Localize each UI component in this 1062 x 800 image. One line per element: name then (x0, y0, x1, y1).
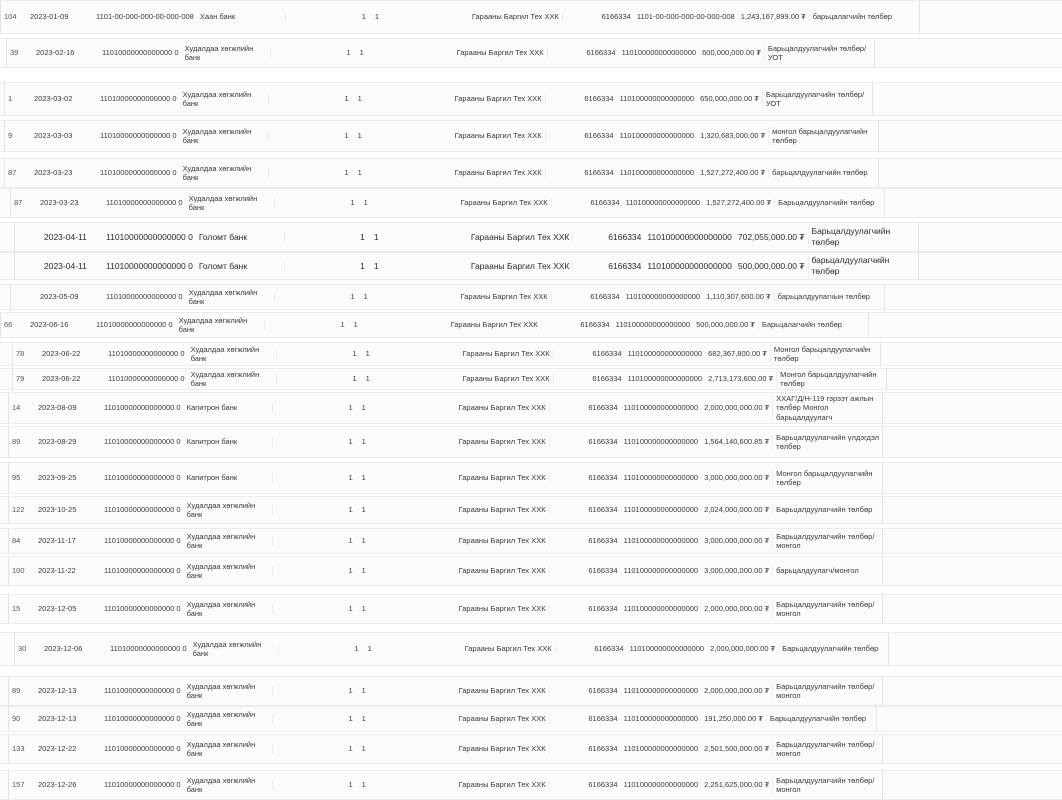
cell-desc: Монгол барьцалдуулагчийн төлбөр (772, 469, 882, 488)
cell-bank: Худалдаа хөгжлийн банк (188, 287, 258, 306)
cell-amount: 500,000,000.00 ₮ (696, 320, 755, 330)
cell-amount: 1,564,140,600.85 ₮ (704, 437, 770, 447)
cell-n2: 1 (365, 374, 370, 384)
cell-desc: барьцалдуулагчийн төлбөр (768, 168, 878, 177)
cell-date: 2023-05-09 (40, 292, 79, 302)
cell-amount: 3,000,000,000.00 ₮ (704, 536, 770, 546)
cell-account: 11010000000000000 0 (104, 780, 181, 790)
cell-account: 11010000000000000 0 (96, 320, 173, 330)
cell-account: 11010000000000000 0 (104, 566, 181, 576)
cell-date: 2023-12-13 (38, 686, 77, 696)
cell-idx: 9 (8, 131, 13, 141)
cell-desc: Барьцалдуулагчийн төлбөр/ монгол (772, 532, 882, 551)
cell-date: 2023-12-22 (38, 744, 77, 754)
table-row (0, 556, 1062, 586)
cell-idx: 87 (14, 198, 23, 208)
cell-account: 11010000000000000 0 (104, 473, 181, 483)
cell-account2: 110100000000000000 (615, 320, 691, 330)
cell-n2: 1 (361, 505, 366, 515)
cell-desc: Барьцалдуулагчийн үлдэгдэл төлбөр (772, 433, 882, 452)
table-row (0, 82, 1062, 116)
cell-account: 11010000000000000 0 (106, 231, 193, 242)
cell-reg: 6166334 (553, 374, 625, 383)
cell-account: 11010000000000000 0 (104, 505, 181, 515)
cell-n2: 1 (361, 473, 366, 483)
table-row (0, 528, 1062, 554)
cell-company: Гарааны Баргил Тех ХХК (454, 168, 542, 178)
cell-bank: Худалдаа хөгжлийн банк (186, 681, 256, 700)
cell-desc: Барьцалдуулагчийн төлбөр (774, 198, 884, 207)
cell-account: 11010000000000000 0 (110, 644, 187, 654)
cell-reg: 6166334 (562, 12, 634, 21)
cell-date: 2023-04-11 (44, 260, 87, 271)
cell-amount: 600,000,000.00 ₮ (702, 48, 761, 58)
cell-account2: 110100000000000000 (619, 168, 695, 178)
cell-amount: 2,251,625,000.00 ₮ (704, 780, 770, 790)
cell-date: 2023-06-16 (30, 320, 69, 330)
cell-reg: 6166334 (572, 261, 644, 272)
cell-bank: Худалдаа хөгжлийн банк (192, 639, 262, 658)
cell-account2: 110100000000000000 (625, 292, 701, 302)
cell-reg: 6166334 (555, 644, 627, 653)
cell-date: 2023-06-22 (42, 349, 81, 359)
cell-company: Гарааны Баргил Тех ХХК (460, 198, 548, 208)
cell-n2: 1 (373, 260, 379, 271)
table-row (0, 368, 1062, 390)
cell-n1: 1 (270, 48, 354, 57)
cell-account: 11010000000000000 0 (106, 292, 183, 302)
cell-reg: 6166334 (549, 536, 621, 545)
cell-n1: 1 (272, 566, 356, 575)
cell-account2: 1101-00-000-000-00-000-008 (636, 12, 735, 22)
cell-reg: 6166334 (572, 232, 644, 243)
cell-bank: Худалдаа хөгжлийн банк (186, 500, 256, 519)
table-row (0, 392, 1062, 424)
cell-company: Гарааны Баргил Тех ХХК (464, 644, 552, 654)
cell-account: 11010000000000000 0 (108, 349, 185, 359)
cell-n1: 1 (272, 505, 356, 514)
cell-company: Гарааны Баргил Тех ХХК (458, 566, 546, 576)
cell-bank: Худалдаа хөгжлийн банк (178, 315, 248, 334)
cell-bank: Капитрон банк (186, 437, 238, 447)
table-row (0, 632, 1062, 666)
cell-account2: 110100000000000000 (621, 48, 697, 58)
cell-n1: 1 (274, 292, 358, 301)
cell-idx: 78 (16, 349, 25, 359)
cell-desc: Монгол барьцалдуулагчийн төлбөр (776, 370, 886, 389)
cell-n1: 1 (268, 131, 352, 140)
cell-reg: 6166334 (549, 505, 621, 514)
cell-n1: 1 (268, 94, 352, 103)
cell-company: Гарааны Баргил Тех ХХК (458, 437, 546, 447)
cell-desc: Барьцалдуулагчийн төлбөр (778, 644, 888, 653)
cell-date: 2023-11-17 (38, 536, 76, 546)
cell-n1: 1 (274, 198, 358, 207)
cell-account2: 110100000000000000 (623, 686, 699, 696)
cell-n2: 1 (361, 744, 366, 754)
cell-reg: 6166334 (545, 131, 617, 140)
cell-n2: 1 (363, 292, 368, 302)
cell-desc: Барьцалдуулагчийн төлбөр/ монгол (772, 600, 882, 619)
cell-amount: 1,527,272,400.00 ₮ (700, 168, 766, 178)
cell-amount: 1,320,683,000.00 ₮ (700, 131, 766, 141)
cell-account: 11010000000000000 0 (104, 403, 181, 413)
cell-reg: 6166334 (541, 320, 613, 329)
cell-bank: Худалдаа хөгжлийн банк (190, 344, 260, 363)
cell-idx: 39 (10, 48, 19, 58)
cell-date: 2023-12-13 (38, 714, 77, 724)
cell-desc: Барьцалдуулагчийн төлбөр/ монгол (772, 740, 882, 759)
table-row (0, 734, 1062, 764)
cell-n1: 1 (272, 604, 356, 613)
cell-account2: 110100000000000000 (623, 403, 699, 413)
cell-account: 11010000000000000 0 (102, 48, 179, 58)
cell-bank: Худалдаа хөгжлийн банк (182, 163, 252, 182)
cell-n2: 1 (359, 48, 364, 58)
cell-amount: 650,000,000.00 ₮ (700, 94, 759, 104)
cell-idx: 157 (12, 780, 25, 790)
cell-reg: 6166334 (545, 168, 617, 177)
cell-company: Гарааны Баргил Тех ХХК (450, 320, 538, 330)
table-row (0, 496, 1062, 524)
cell-n2: 1 (357, 131, 362, 141)
table-row (0, 462, 1062, 494)
cell-reg: 6166334 (549, 780, 621, 789)
cell-n2: 1 (361, 686, 366, 696)
cell-bank: Худалдаа хөгжлийн банк (186, 739, 256, 758)
cell-reg: 6166334 (549, 566, 621, 575)
cell-account2: 110100000000000000 (625, 198, 701, 208)
cell-account2: 110100000000000000 (619, 94, 695, 104)
cell-bank: Худалдаа хөгжлийн банк (182, 126, 252, 145)
cell-idx: 1 (8, 94, 13, 104)
cell-account2: 110100000000000000 (619, 131, 695, 141)
cell-reg: 6166334 (549, 403, 621, 412)
cell-amount: 702,055,000.00 ₮ (737, 231, 805, 242)
cell-date: 2023-02-16 (36, 48, 75, 58)
cell-account2: 110100000000000000 (623, 780, 699, 790)
cell-company: Гарааны Баргил Тех ХХК (454, 131, 542, 141)
cell-desc: барьцалдуулагч/монгол (772, 566, 882, 575)
cell-n2: 1 (365, 349, 370, 359)
cell-n1: 1 (272, 744, 356, 753)
cell-n1: 1 (264, 320, 348, 329)
cell-n1: 1 (272, 403, 356, 412)
cell-company: Гарааны Баргил Тех ХХК (458, 780, 546, 790)
cell-account: 11010000000000000 0 (104, 686, 181, 696)
cell-desc: барьцалдуулагчын төлбөр (774, 292, 884, 301)
cell-n1: 1 (278, 644, 362, 653)
cell-n2: 1 (361, 604, 366, 614)
cell-amount: 2,713,173,600.00 ₮ (708, 374, 774, 384)
cell-idx: 90 (12, 714, 21, 724)
cell-n2: 1 (374, 12, 380, 22)
cell-bank: Худалдаа хөгжлийн банк (186, 709, 256, 728)
cell-bank: Худалдаа хөгжлийн банк (186, 561, 256, 580)
cell-n1: 1 (272, 473, 356, 482)
cell-company: Гарааны Баргил Тех ХХК (458, 505, 546, 515)
cell-idx: 30 (18, 644, 27, 654)
cell-n2: 1 (353, 320, 358, 330)
cell-idx: 133 (12, 744, 25, 754)
cell-bank: Худалдаа хөгжлийн банк (186, 775, 256, 794)
cell-n1: 1 (284, 232, 368, 243)
table-row (0, 770, 1062, 800)
cell-n1: 1 (284, 261, 368, 272)
cell-desc: Барьцалдуулагчийн төлбөр (808, 226, 918, 247)
cell-date: 2023-08-09 (38, 403, 77, 413)
cell-idx: 95 (12, 473, 21, 483)
cell-bank: Худалдаа хөгжлийн банк (188, 193, 258, 212)
cell-amount: 500,000,000.00 ₮ (737, 260, 805, 271)
cell-desc: Барьцалдуулагчийн төлбөр (772, 505, 882, 514)
cell-account2: 110100000000000000 (623, 505, 699, 515)
cell-account: 11010000000000000 0 (104, 604, 181, 614)
cell-account: 11010000000000000 0 (108, 374, 185, 384)
cell-n2: 1 (361, 714, 366, 724)
cell-company: Гарааны Баргил Тех ХХК (458, 473, 546, 483)
cell-idx: 122 (12, 505, 25, 515)
cell-desc: Монгол барьцалдуулагчийн төлбөр (770, 345, 880, 364)
cell-company: Гарааны Баргил Тех ХХК (471, 12, 559, 22)
cell-bank: Худалдаа хөгжлийн банк (184, 43, 254, 62)
cell-bank: Голомт банк (198, 260, 248, 271)
cell-bank: Капитрон банк (186, 473, 238, 483)
table-row (0, 284, 1062, 310)
cell-date: 2023-03-03 (34, 131, 73, 141)
cell-idx: 14 (12, 403, 21, 413)
cell-reg: 6166334 (549, 604, 621, 613)
cell-reg: 6166334 (553, 349, 625, 358)
cell-account2: 110100000000000000 (623, 536, 699, 546)
cell-company: Гарааны Баргил Тех ХХК (458, 744, 546, 754)
cell-amount: 2,000,000,000.00 ₮ (704, 686, 770, 696)
cell-n2: 1 (361, 780, 366, 790)
cell-account2: 110100000000000000 (623, 473, 699, 483)
cell-reg: 6166334 (549, 744, 621, 753)
cell-idx: 89 (12, 437, 21, 447)
cell-account: 11010000000000000 0 (100, 94, 177, 104)
cell-company: Гарааны Баргил Тех ХХК (462, 374, 550, 384)
cell-desc: Барьцалагчийн төлбөр (758, 320, 868, 329)
cell-desc: Барьцалдуулагчийн төлбөр/ монгол (772, 776, 882, 795)
cell-n1: 1 (276, 374, 360, 383)
cell-reg: 6166334 (551, 198, 623, 207)
cell-date: 2023-09-25 (38, 473, 77, 483)
cell-company: Гарааны Баргил Тех ХХК (456, 48, 544, 58)
cell-date: 2023-03-23 (40, 198, 79, 208)
cell-n1: 1 (276, 349, 360, 358)
cell-account: 11010000000000000 0 (104, 437, 181, 447)
table-row (0, 0, 1062, 34)
cell-company: Гарааны Баргил Тех ХХК (458, 714, 546, 724)
cell-account: 11010000000000000 0 (104, 714, 181, 724)
cell-account2: 110100000000000000 (647, 260, 732, 271)
cell-n1: 1 (272, 536, 356, 545)
cell-idx: 104 (4, 12, 17, 22)
cell-n2: 1 (363, 198, 368, 208)
cell-date: 2023-01-09 (30, 12, 69, 22)
cell-date: 2023-12-26 (38, 780, 77, 790)
cell-company: Гарааны Баргил Тех ХХК (458, 686, 546, 696)
table-row (0, 120, 1062, 152)
cell-n1: 1 (285, 12, 369, 21)
cell-amount: 2,024,000,000.00 ₮ (704, 505, 770, 515)
cell-amount: 2,000,000,000.00 ₮ (710, 644, 776, 654)
cell-date: 2023-06-22 (42, 374, 81, 384)
cell-desc: Барьцалдуулагчийн төлбөр/ монгол (772, 682, 882, 701)
table-row (0, 188, 1062, 218)
cell-n2: 1 (367, 644, 372, 654)
cell-account2: 110100000000000000 (627, 374, 703, 384)
cell-idx: 84 (12, 536, 21, 546)
cell-company: Гарааны Баргил Тех ХХК (454, 94, 542, 104)
cell-amount: 1,110,307,600.00 ₮ (706, 292, 771, 302)
cell-n1: 1 (272, 686, 356, 695)
cell-n2: 1 (361, 403, 366, 413)
table-row (0, 426, 1062, 458)
cell-company: Гарааны Баргил Тех ХХК (458, 403, 546, 413)
cell-account: 11010000000000000 0 (100, 131, 177, 141)
cell-date: 2023-08-29 (38, 437, 77, 447)
cell-idx: 87 (8, 168, 17, 178)
cell-desc: Барьцалдуулагчийн төлбөр/ УОТ (764, 44, 874, 63)
table-row (0, 594, 1062, 624)
cell-company: Гарааны Баргил Тех ХХК (460, 292, 548, 302)
cell-date: 2023-11-22 (38, 566, 76, 576)
cell-account: 11010000000000000 0 (106, 198, 183, 208)
table-row (0, 676, 1062, 706)
cell-desc: монгол барьцалдуулагчийн төлбөр (768, 127, 878, 146)
cell-desc: Барьцалдуулагчийн төлбөр (766, 714, 876, 723)
cell-reg: 6166334 (545, 94, 617, 103)
cell-bank: Худалдаа хөгжлийн банк (182, 89, 252, 108)
cell-bank: Хаан банк (199, 12, 236, 22)
cell-amount: 1,243,167,899.00 ₮ (740, 12, 806, 22)
cell-company: Гарааны Баргил Тех ХХК (462, 349, 550, 359)
cell-date: 2023-03-02 (34, 94, 73, 104)
cell-account2: 110100000000000000 (623, 437, 699, 447)
table-row (0, 312, 1062, 338)
cell-desc: Барьцалдуулагчийн төлбөр/ УОТ (762, 90, 872, 109)
cell-n2: 1 (361, 536, 366, 546)
cell-amount: 2,000,000,000.00 ₮ (704, 403, 770, 413)
cell-amount: 2,000,000,000.00 ₮ (704, 604, 770, 614)
cell-amount: 3,000,000,000.00 ₮ (704, 566, 770, 576)
cell-company: Гарааны Баргил Тех ХХК (470, 260, 570, 271)
cell-desc: барьцалагчийн төлбөр (809, 12, 919, 21)
cell-n2: 1 (361, 437, 366, 447)
cell-n2: 1 (361, 566, 366, 576)
cell-n1: 1 (272, 780, 356, 789)
cell-reg: 6166334 (549, 437, 621, 446)
cell-n2: 1 (357, 94, 362, 104)
table-row (0, 342, 1062, 366)
cell-company: Гарааны Баргил Тех ХХК (458, 604, 546, 614)
cell-account: 1101-00-000-000-00-000-008 (96, 12, 194, 22)
cell-reg: 6166334 (551, 292, 623, 301)
cell-account2: 110100000000000000 (629, 644, 705, 654)
cell-reg: 6166334 (549, 714, 621, 723)
cell-account: 11010000000000000 0 (106, 260, 193, 271)
cell-bank: Голомт банк (198, 231, 248, 242)
cell-bank: Худалдаа хөгжлийн банк (186, 531, 256, 550)
cell-account2: 110100000000000000 (623, 714, 699, 724)
cell-desc: барьцалдуулагчийн төлбөр (808, 255, 918, 276)
cell-idx: 66 (4, 320, 13, 330)
cell-idx: 15 (12, 604, 21, 614)
cell-account2: 110100000000000000 (627, 349, 703, 359)
cell-date: 2023-12-05 (38, 604, 77, 614)
cell-reg: 6166334 (547, 48, 619, 57)
cell-bank: Капитрон банк (186, 403, 238, 413)
cell-reg: 6166334 (549, 686, 621, 695)
cell-n1: 1 (268, 168, 352, 177)
cell-account2: 110100000000000000 (623, 604, 699, 614)
cell-n1: 1 (272, 714, 356, 723)
cell-idx: 89 (12, 686, 21, 696)
cell-date: 2023-12-06 (44, 644, 83, 654)
cell-n1: 1 (272, 437, 356, 446)
table-row (0, 222, 1062, 252)
cell-idx: 100 (12, 566, 25, 576)
cell-bank: Худалдаа хөгжлийн банк (190, 369, 260, 388)
cell-account2: 110100000000000000 (647, 231, 732, 242)
cell-company: Гарааны Баргил Тех ХХК (458, 536, 546, 546)
cell-n2: 1 (357, 168, 362, 178)
cell-amount: 1,527,272,400.00 ₮ (706, 198, 772, 208)
cell-idx: 79 (16, 374, 25, 384)
cell-account2: 110100000000000000 (623, 566, 699, 576)
cell-date: 2023-04-11 (44, 231, 87, 242)
table-row (0, 252, 1062, 280)
cell-amount: 682,367,800.00 ₮ (708, 349, 767, 359)
cell-date: 2023-03-23 (34, 168, 73, 178)
cell-account2: 110100000000000000 (623, 744, 699, 754)
cell-date: 2023-10-25 (38, 505, 77, 515)
cell-bank: Худалдаа хөгжлийн банк (186, 599, 256, 618)
cell-amount: 3,000,000,000.00 ₮ (704, 473, 770, 483)
table-row (0, 158, 1062, 188)
cell-amount: 191,250,000.00 ₮ (704, 714, 763, 724)
cell-amount: 2,501,500,000.00 ₮ (704, 744, 770, 754)
cell-account: 11010000000000000 0 (100, 168, 177, 178)
table-row (0, 706, 1062, 732)
cell-reg: 6166334 (549, 473, 621, 482)
cell-n2: 1 (373, 231, 379, 242)
cell-desc: ХХАГ/Д/Н-119 гэрээт ажлын төлбөр Монгол барьцалдуулагч (772, 394, 882, 422)
cell-account: 11010000000000000 0 (104, 744, 181, 754)
cell-account: 11010000000000000 0 (104, 536, 181, 546)
cell-company: Гарааны Баргил Тех ХХК (470, 231, 570, 242)
table-row (0, 38, 1062, 68)
